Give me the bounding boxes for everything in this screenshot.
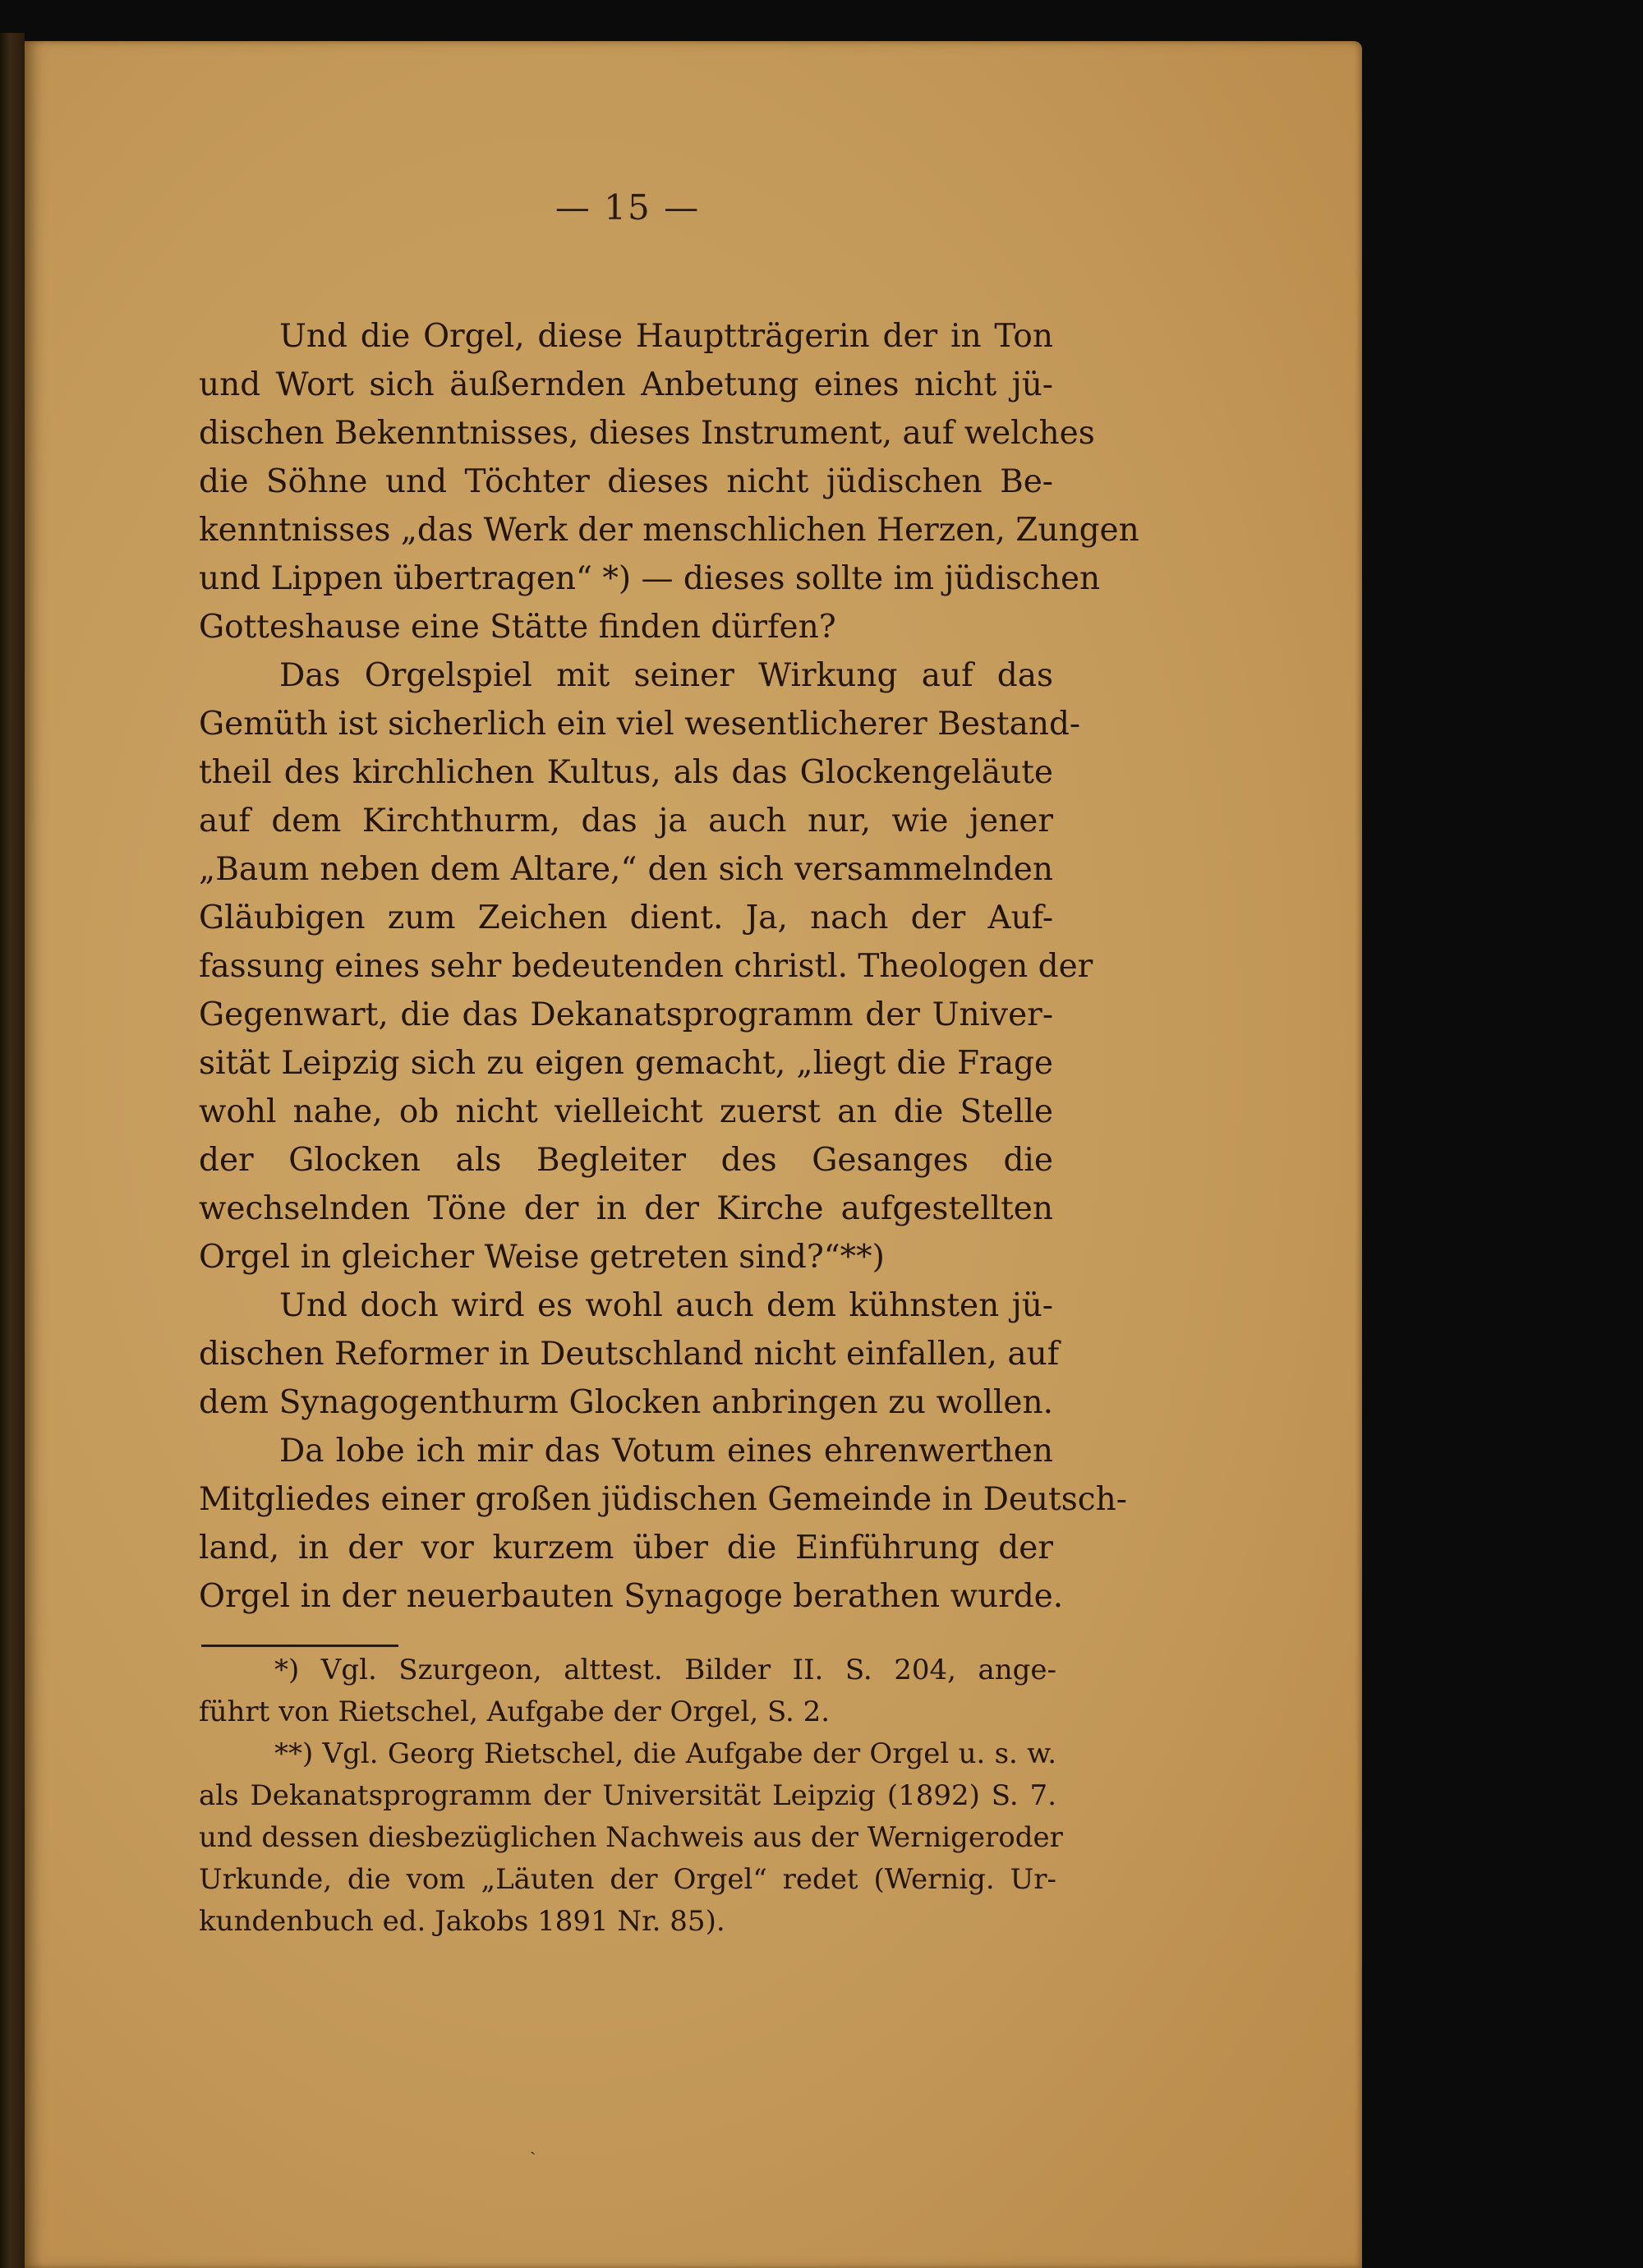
text-line: Orgel in der neuerbauten Synagoge berathen wurde. <box>199 1578 1064 1615</box>
footnote-line: als Dekanatsprogramm der Universität Leipzig (1892) S. 7. <box>199 1779 1056 1812</box>
ink-speck: ˏ <box>530 2135 536 2155</box>
footnotes <box>199 1649 1063 1943</box>
text-line: kenntnisses „das Werk der menschlichen Herzen, Zungen <box>199 512 1139 549</box>
footnote-line: und dessen diesbezüglichen Nachweis aus der Wernigeroder <box>199 1821 1063 1854</box>
text-line: wechselnden Töne der in der Kirche aufgestellten <box>199 1190 1053 1227</box>
footnote-divider <box>201 1645 398 1647</box>
text-line: Gemüth ist sicherlich ein viel wesentlicherer Bestand- <box>199 706 1081 743</box>
text-line: Und doch wird es wohl auch dem kühnsten jü- <box>279 1287 1053 1324</box>
book-spine-edge <box>0 33 25 2268</box>
text-line: Da lobe ich mir das Votum eines ehrenwerthen <box>279 1433 1053 1470</box>
footnote-line: **) Vgl. Georg Rietschel, die Aufgabe der Orgel u. s. w. <box>274 1737 1056 1770</box>
text-line: dischen Reformer in Deutschland nicht einfallen, auf <box>199 1336 1060 1373</box>
text-line: Mitgliedes einer großen jüdischen Gemeinde in Deutsch- <box>199 1481 1127 1518</box>
text-line: Und die Orgel, diese Hauptträgerin der in Ton <box>279 318 1053 355</box>
text-line: und Wort sich äußernden Anbetung eines nicht jü- <box>199 366 1053 403</box>
text-line: Das Orgelspiel mit seiner Wirkung auf das <box>279 657 1053 694</box>
body-text <box>199 312 1139 1621</box>
text-line: auf dem Kirchthurm, das ja auch nur, wie jener <box>199 803 1053 840</box>
book-page <box>25 41 1362 2268</box>
text-line: Orgel in gleicher Weise getreten sind?“**) <box>199 1239 885 1276</box>
footnote-line: Urkunde, die vom „Läuten der Orgel“ redet (Wernig. Ur- <box>199 1863 1056 1896</box>
text-line: sität Leipzig sich zu eigen gemacht, „liegt die Frage <box>199 1045 1053 1082</box>
text-line: dem Synagogenthurm Glocken anbringen zu wollen. <box>199 1384 1053 1421</box>
text-line: wohl nahe, ob nicht vielleicht zuerst an die Stelle <box>199 1093 1053 1130</box>
text-line: dischen Bekenntnisses, dieses Instrument, auf welches <box>199 415 1095 452</box>
text-line: der Glocken als Begleiter des Gesanges die <box>199 1142 1053 1179</box>
text-line: und Lippen übertragen“ *) — dieses sollte im jüdischen <box>199 560 1101 597</box>
text-line: fassung eines sehr bedeutenden christl. Theologen der <box>199 948 1093 985</box>
footnote-line: führt von Rietschel, Aufgabe der Orgel, S. 2. <box>199 1695 831 1728</box>
text-line: land, in der vor kurzem über die Einführung der <box>199 1530 1053 1566</box>
footnote-line: kundenbuch ed. Jakobs 1891 Nr. 85). <box>199 1905 725 1938</box>
text-line: theil des kirchlichen Kultus, als das Glockengeläute <box>199 754 1053 791</box>
footnote-line: *) Vgl. Szurgeon, alttest. Bilder II. S. 204, ange- <box>274 1654 1056 1686</box>
text-line: Gegenwart, die das Dekanatsprogramm der Univer- <box>199 996 1053 1033</box>
page-number-header: — 15 — <box>555 187 701 228</box>
text-line: Gläubigen zum Zeichen dient. Ja, nach der Auf- <box>199 899 1053 936</box>
text-line: „Baum neben dem Altare,“ den sich versammelnden <box>199 851 1053 888</box>
text-line: Gotteshause eine Stätte finden dürfen? <box>199 609 836 646</box>
text-line: die Söhne und Töchter dieses nicht jüdischen Be- <box>199 463 1053 500</box>
